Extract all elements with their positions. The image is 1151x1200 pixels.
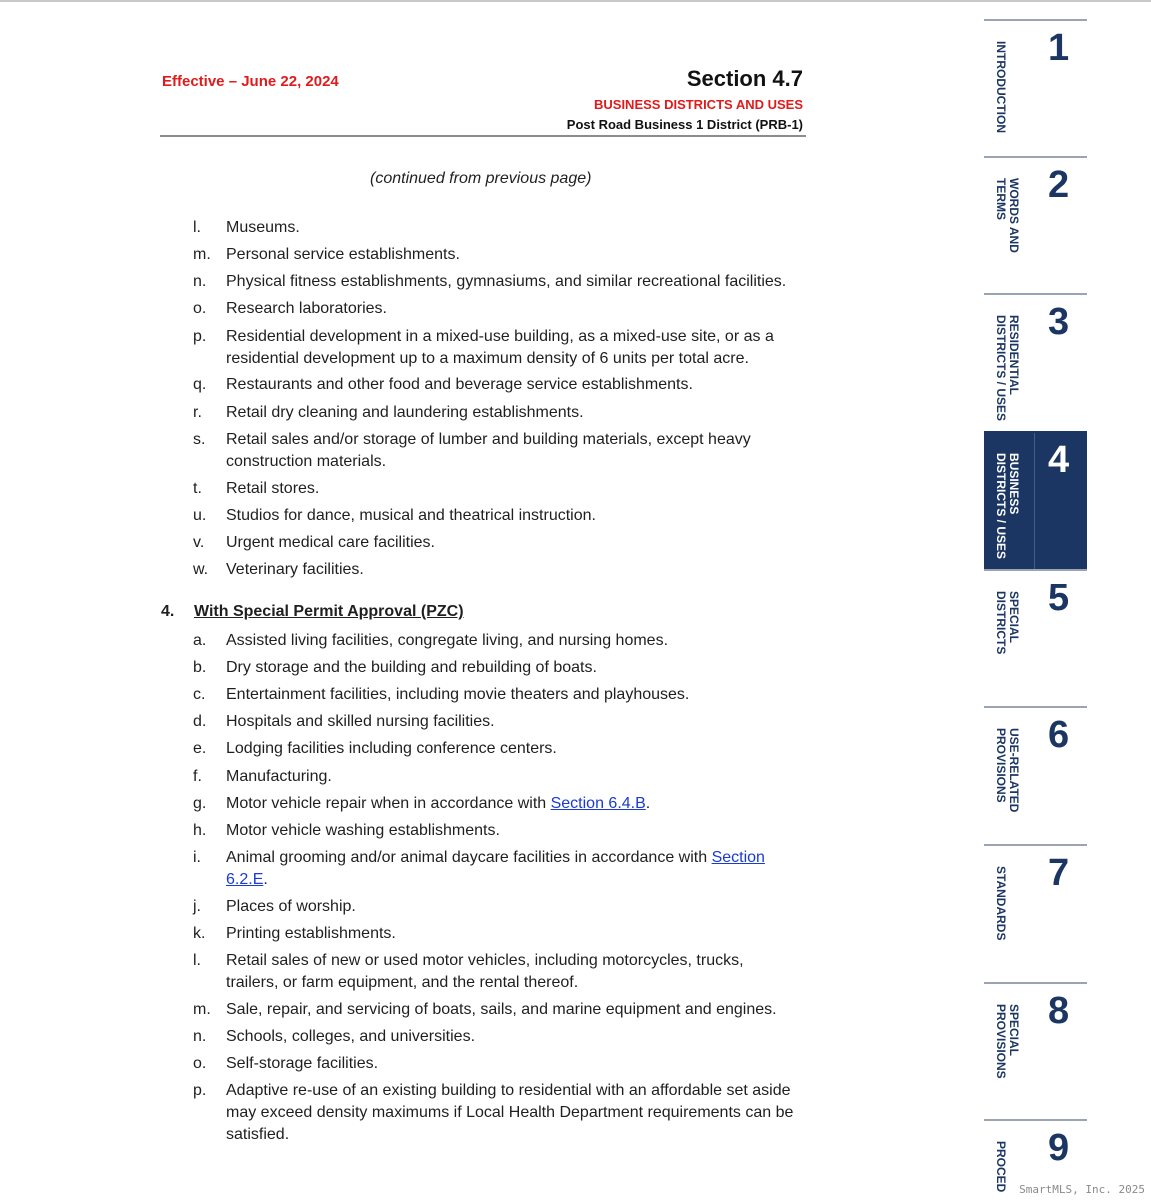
tab-introduction[interactable]: [984, 19, 1087, 158]
item-text: Adaptive re-use of an existing building to residential with an affordable set aside may exceed density maximums if Local Health Department requirements can be satisfied.: [226, 1082, 794, 1143]
item-text: Residential development in a mixed-use building, as a mixed-use site, or as a residential development up to a maximum density of 6 units per total acre.: [226, 328, 774, 367]
item-letter: f.: [193, 768, 202, 785]
item-letter: d.: [193, 713, 207, 730]
section-number: 4.: [161, 603, 175, 620]
item-text: Museums.: [226, 219, 300, 236]
item-letter: s.: [193, 431, 206, 448]
tab-number: 2: [1048, 164, 1070, 206]
item-letter: t.: [193, 480, 202, 497]
item-text: Self-storage facilities.: [226, 1055, 379, 1072]
item-text: Retail stores.: [226, 480, 320, 497]
item-letter: v.: [193, 534, 205, 551]
tab-label: STANDARDS: [994, 866, 1008, 941]
item-letter: h.: [193, 822, 207, 839]
tab-label: SPECIAL DISTRICTS: [994, 591, 1021, 655]
item-letter: r.: [193, 404, 202, 421]
section-6-2-e-link[interactable]: Section 6.2.E: [226, 849, 765, 888]
tab-residential-districts[interactable]: [984, 293, 1087, 432]
section-6-4-b-link[interactable]: Section 6.4.B: [550, 795, 646, 812]
item-text: Restaurants and other food and beverage service establishments.: [226, 376, 693, 393]
tab-label: WORDS AND TERMS: [994, 178, 1021, 253]
tab-number: 7: [1048, 852, 1070, 894]
item-letter: n.: [193, 273, 207, 290]
item-text: Sale, repair, and servicing of boats, sails, and marine equipment and engines.: [226, 1001, 777, 1018]
tab-label: RESIDENTIAL DISTRICTS / USES: [994, 315, 1021, 422]
header-divider: [160, 135, 806, 137]
item-letter: k.: [193, 925, 206, 942]
item-letter: q.: [193, 376, 207, 393]
item-text: Physical fitness establishments, gymnasiums, and similar recreational facilities.: [226, 273, 787, 290]
tab-label: SPECIAL PROVISIONS: [994, 1004, 1021, 1079]
item-text: Assisted living facilities, congregate living, and nursing homes.: [226, 632, 669, 649]
item-text: Printing establishments.: [226, 925, 396, 942]
item-text: Lodging facilities including conference centers.: [226, 740, 557, 757]
item-text-body: Motor vehicle repair when in accordance with: [226, 795, 551, 812]
item-letter: c.: [193, 686, 206, 703]
item-letter: i.: [193, 849, 201, 866]
watermark: SmartMLS, Inc. 2025: [1019, 1183, 1145, 1196]
item-letter: b.: [193, 659, 207, 676]
item-text: Personal service establishments.: [226, 246, 460, 263]
item-text: Research laboratories.: [226, 300, 387, 317]
tab-special-districts[interactable]: [984, 569, 1087, 708]
item-text: Retail sales and/or storage of lumber and building materials, except heavy construction materials.: [226, 431, 751, 470]
tab-use-related-provisions[interactable]: [984, 706, 1087, 845]
item-text: Manufacturing.: [226, 768, 332, 785]
section-heading-title: With Special Permit Approval (PZC): [194, 603, 464, 620]
tab-label: INTRODUCTION: [994, 41, 1008, 133]
item-text: Entertainment facilities, including movie theaters and playhouses.: [226, 686, 690, 703]
item-text: Dry storage and the building and rebuilding of boats.: [226, 659, 597, 676]
item-text: Retail sales of new or used motor vehicles, including motorcycles, trucks, trailers, or farm equipment, and the rental thereof.: [226, 952, 744, 991]
item-letter: u.: [193, 507, 207, 524]
item-text-body: Animal grooming and/or animal daycare facilities in accordance with: [226, 849, 712, 866]
item-letter: e.: [193, 740, 207, 757]
tab-number: 8: [1048, 990, 1070, 1032]
tab-standards[interactable]: [984, 844, 1087, 983]
tab-number: 9: [1048, 1127, 1070, 1169]
item-letter: a.: [193, 632, 207, 649]
item-text: Places of worship.: [226, 898, 356, 915]
item-text: [226, 793, 803, 815]
item-text-tail: .: [645, 795, 651, 812]
tab-number: 6: [1048, 714, 1070, 756]
item-text: Veterinary facilities.: [226, 561, 364, 578]
tab-number: 3: [1048, 301, 1070, 343]
effective-date: Effective – June 22, 2024: [162, 73, 339, 90]
item-text: Schools, colleges, and universities.: [226, 1028, 476, 1045]
tab-number: 4: [1048, 439, 1070, 481]
tab-business-districts[interactable]: [984, 431, 1087, 570]
item-text: Motor vehicle washing establishments.: [226, 822, 500, 839]
item-letter: p.: [193, 328, 207, 345]
item-text: Studios for dance, musical and theatrical instruction.: [226, 507, 596, 524]
tab-words-and-terms[interactable]: [984, 156, 1087, 295]
tab-special-provisions[interactable]: [984, 982, 1087, 1121]
section-district: Post Road Business 1 District (PRB-1): [566, 117, 803, 132]
tab-number: 1: [1048, 27, 1070, 69]
tab-label: USE-RELATED PROVISIONS: [994, 728, 1021, 813]
top-rule: [0, 0, 1151, 2]
tab-divider: [1034, 433, 1035, 570]
item-letter: o.: [193, 1055, 207, 1072]
item-letter: l.: [193, 952, 201, 969]
continued-note: (continued from previous page): [370, 170, 592, 187]
tab-label: BUSINESS DISTRICTS / USES: [994, 453, 1021, 560]
item-letter: p.: [193, 1082, 207, 1099]
item-letter: l.: [193, 219, 201, 236]
item-text: Retail dry cleaning and laundering establishments.: [226, 404, 584, 421]
item-letter: o.: [193, 300, 207, 317]
item-letter: j.: [193, 898, 201, 915]
item-text-tail: .: [263, 871, 268, 888]
item-text: Urgent medical care facilities.: [226, 534, 435, 551]
item-letter: n.: [193, 1028, 207, 1045]
item-text: [226, 847, 791, 891]
tab-label: PROCED: [994, 1141, 1008, 1193]
item-letter: w.: [193, 561, 209, 578]
item-letter: m.: [193, 246, 211, 263]
tab-number: 5: [1048, 577, 1070, 619]
section-title: Section 4.7: [686, 66, 803, 91]
item-text: Hospitals and skilled nursing facilities.: [226, 713, 495, 730]
item-letter: m.: [193, 1001, 211, 1018]
item-letter: g.: [193, 795, 207, 812]
section-category: BUSINESS DISTRICTS AND USES: [594, 97, 803, 112]
